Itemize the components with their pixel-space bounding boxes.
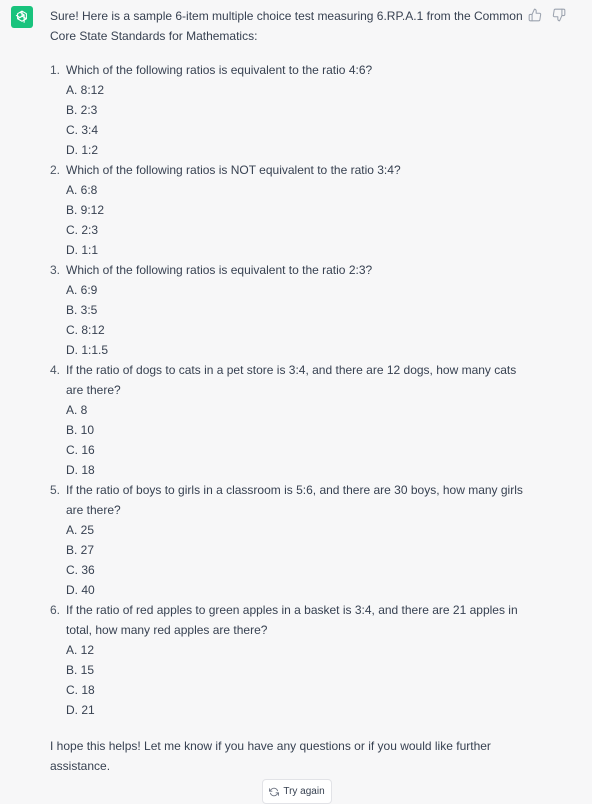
- question-item: [50, 260, 526, 360]
- option-list: [66, 180, 526, 260]
- question-number: 3.: [50, 263, 61, 277]
- option-c: C. 2:3: [66, 223, 99, 237]
- question-list: [50, 60, 526, 720]
- question-item: [50, 160, 526, 260]
- option-c: C. 16: [66, 443, 95, 457]
- question-text: If the ratio of red apples to green apples in a basket is 3:4, and there are 21 apples in total, how many red apples are there?: [66, 603, 518, 637]
- option-list: [66, 80, 526, 160]
- option-a: A. 25: [66, 523, 95, 537]
- option-a: A. 6:9: [66, 283, 98, 297]
- question-number: 1.: [50, 63, 61, 77]
- option-c: C. 36: [66, 563, 95, 577]
- refresh-icon: [269, 787, 279, 797]
- option-b: B. 27: [66, 543, 95, 557]
- option-list: [66, 520, 526, 600]
- option-c: C. 3:4: [66, 123, 99, 137]
- option-a: A. 8:12: [66, 83, 105, 97]
- question-number: 6.: [50, 603, 61, 617]
- question-text: Which of the following ratios is NOT equivalent to the ratio 3:4?: [66, 163, 401, 177]
- question-item: [50, 60, 526, 160]
- question-item: [50, 600, 526, 720]
- option-list: [66, 640, 526, 720]
- closing-text: I hope this helps! Let me know if you have any questions or if you would like further assistance.: [50, 739, 491, 773]
- message-content: [50, 6, 526, 776]
- openai-logo-icon: [11, 6, 33, 28]
- option-b: B. 9:12: [66, 203, 105, 217]
- option-c: C. 8:12: [66, 323, 105, 337]
- option-b: B. 3:5: [66, 303, 98, 317]
- question-number: 4.: [50, 363, 61, 377]
- option-d: D. 1:2: [66, 143, 99, 157]
- try-again-label: Try again: [283, 786, 325, 797]
- thumbs-down-icon[interactable]: [552, 8, 566, 22]
- option-b: B. 2:3: [66, 103, 98, 117]
- thumbs-up-icon[interactable]: [528, 8, 542, 22]
- question-item: [50, 480, 526, 600]
- intro-text: Sure! Here is a sample 6-item multiple choice test measuring 6.RP.A.1 from the Common Core State Standards for Mathematics:: [50, 9, 523, 43]
- option-list: [66, 280, 526, 360]
- question-number: 2.: [50, 163, 61, 177]
- option-d: D. 40: [66, 583, 95, 597]
- option-a: A. 6:8: [66, 183, 98, 197]
- question-text: Which of the following ratios is equivalent to the ratio 4:6?: [66, 63, 373, 77]
- question-text: If the ratio of dogs to cats in a pet store is 3:4, and there are 12 dogs, how many cats are there?: [66, 363, 517, 397]
- option-b: B. 15: [66, 663, 95, 677]
- option-d: D. 1:1: [66, 243, 99, 257]
- question-number: 5.: [50, 483, 61, 497]
- option-b: B. 10: [66, 423, 95, 437]
- option-c: C. 18: [66, 683, 95, 697]
- option-list: [66, 400, 526, 480]
- option-d: D. 1:1.5: [66, 343, 109, 357]
- option-d: D. 18: [66, 463, 95, 477]
- feedback-controls: [528, 8, 566, 22]
- option-a: A. 8: [66, 403, 88, 417]
- try-again-button[interactable]: [262, 779, 332, 804]
- question-text: If the ratio of boys to girls in a classroom is 5:6, and there are 30 boys, how many girls are there?: [66, 483, 523, 517]
- option-a: A. 12: [66, 643, 95, 657]
- question-item: [50, 360, 526, 480]
- question-text: Which of the following ratios is equivalent to the ratio 2:3?: [66, 263, 373, 277]
- option-d: D. 21: [66, 703, 95, 717]
